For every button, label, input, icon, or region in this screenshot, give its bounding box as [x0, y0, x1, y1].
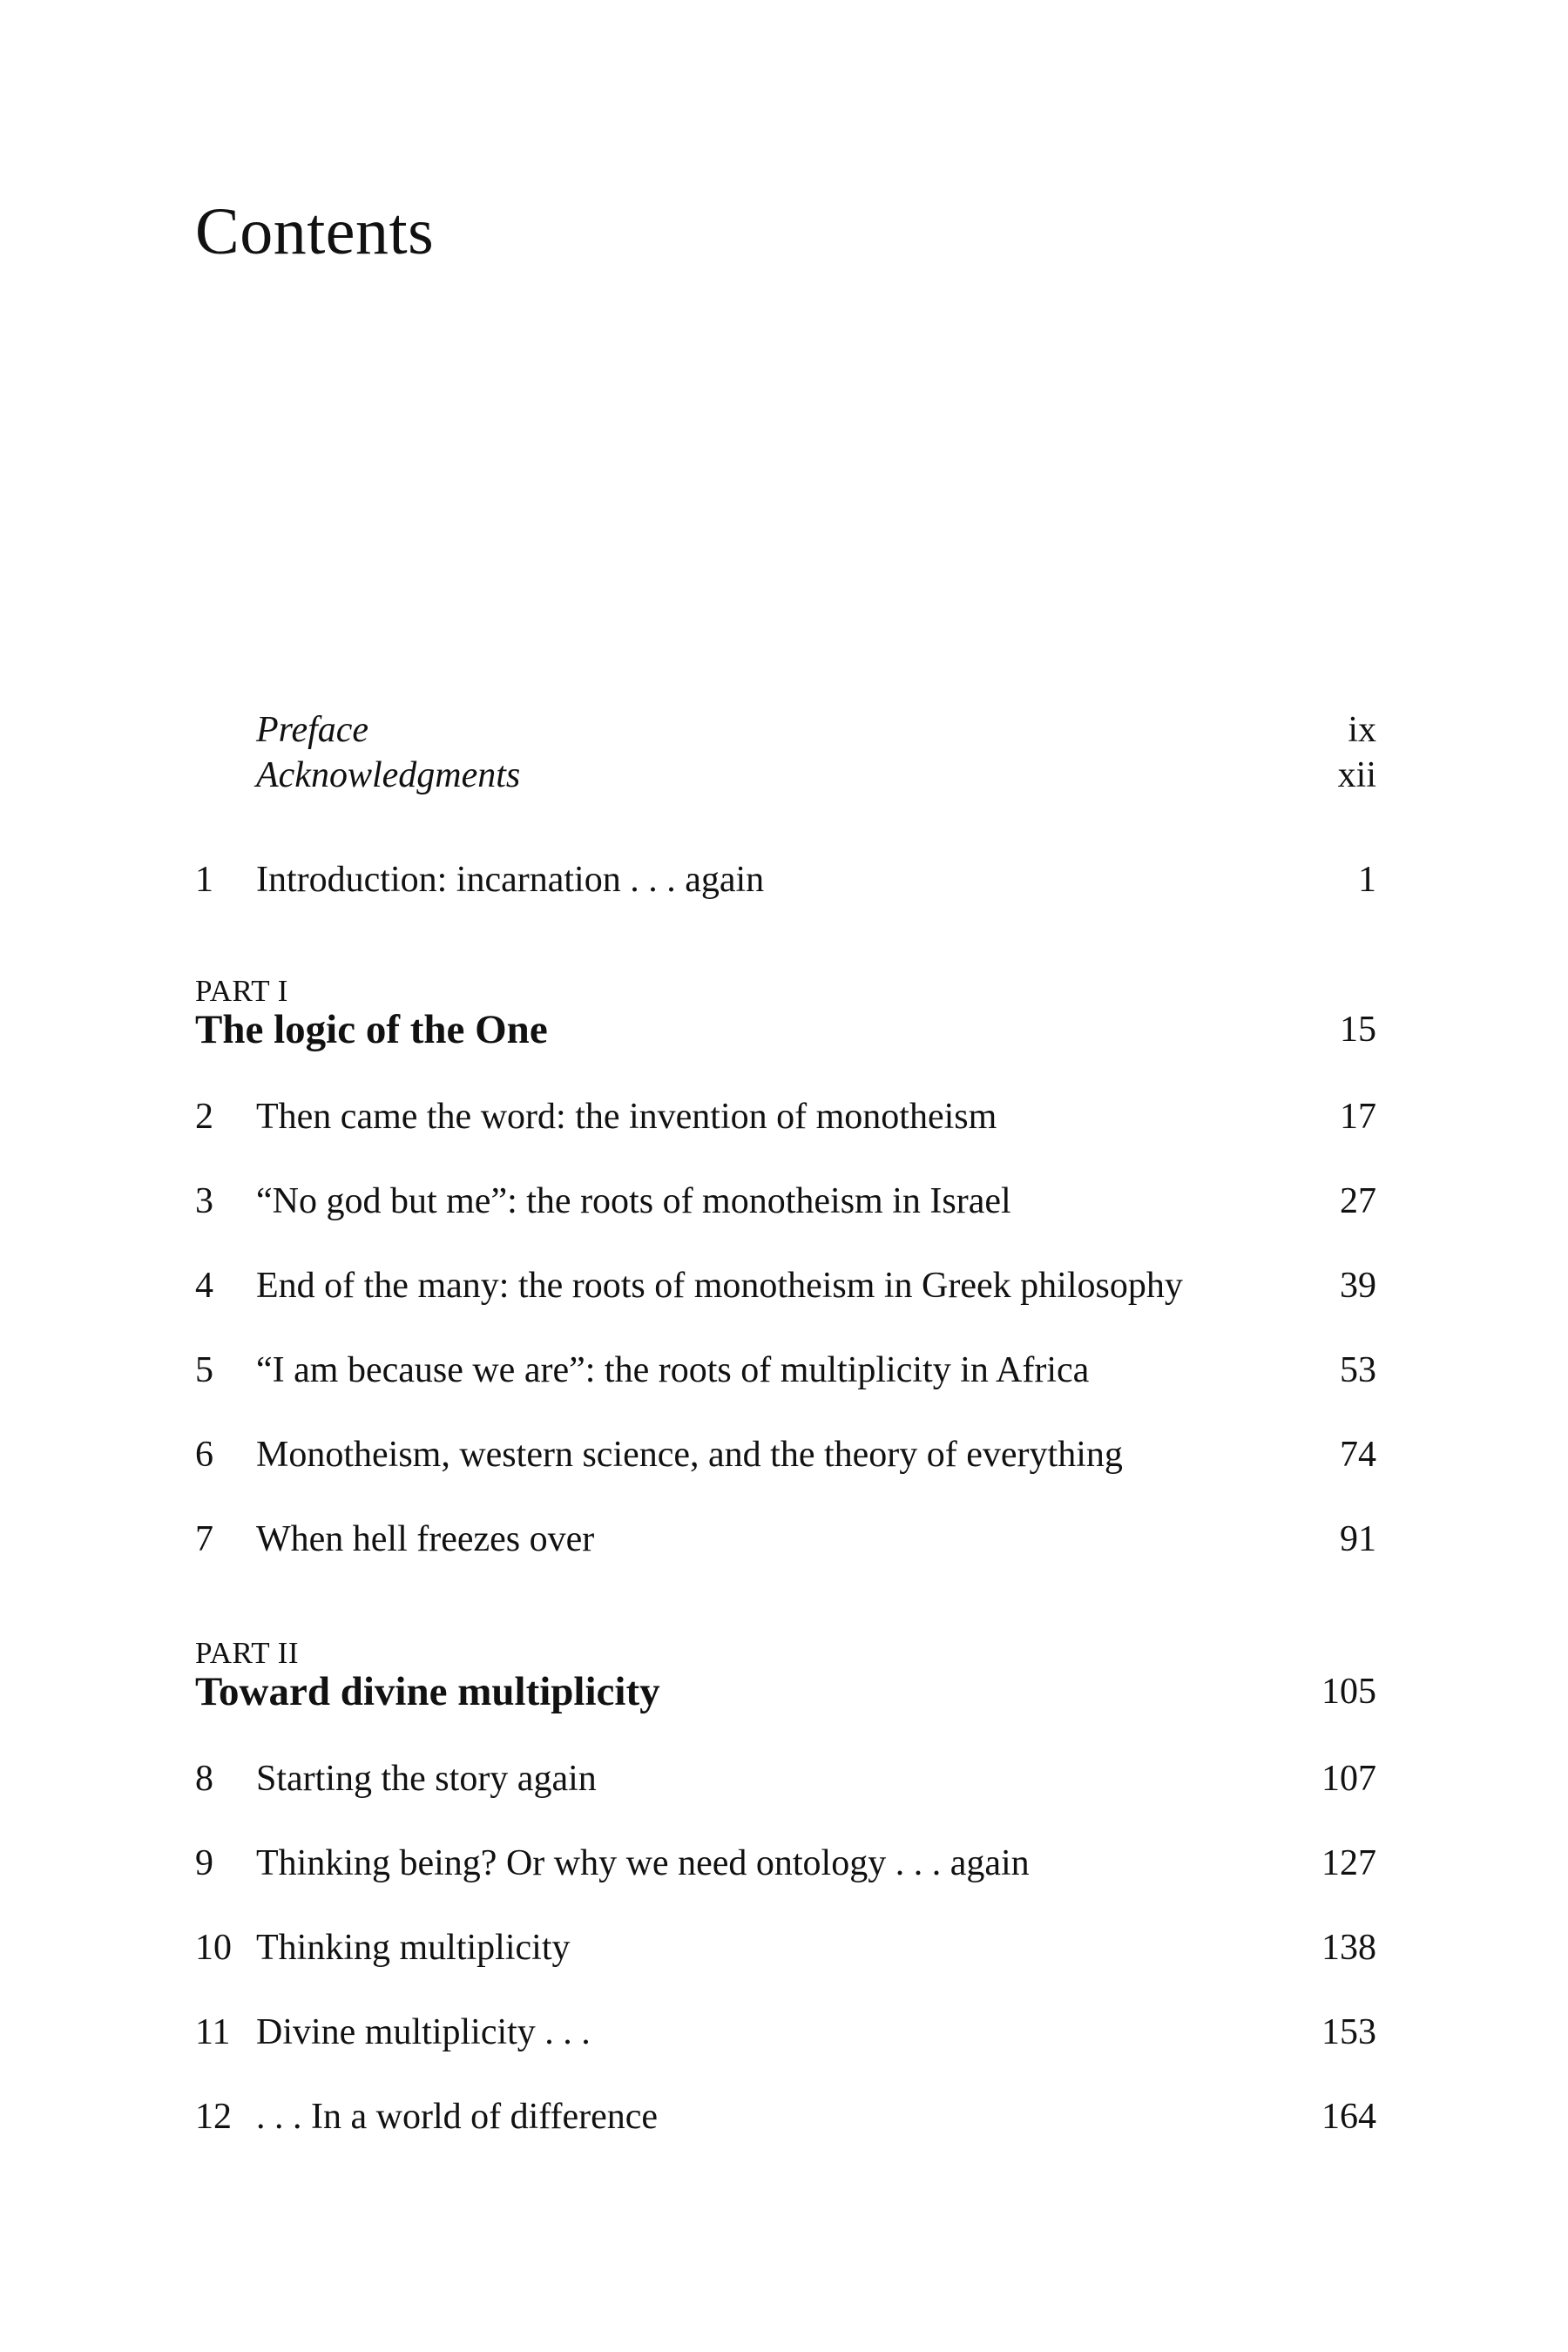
toc-entry-page: 91 [1340, 1519, 1376, 1559]
toc-entry-number: 8 [195, 1759, 213, 1799]
part-title: The logic of the One [195, 1007, 548, 1052]
toc-entry-page: 164 [1321, 2097, 1376, 2137]
toc-entry-chapter-7[interactable] [195, 1511, 1376, 1567]
toc-entry-chapter-9[interactable] [195, 1835, 1376, 1891]
toc-entry-number: 10 [195, 1928, 232, 1968]
toc-entry-chapter-12[interactable] [195, 2089, 1376, 2145]
toc-entry-page: 17 [1340, 1097, 1376, 1137]
toc-entry-title: Thinking multiplicity [256, 1928, 571, 1968]
toc-entry-page: 53 [1340, 1350, 1376, 1390]
toc-entry-title: Acknowledgments [256, 755, 521, 795]
toc-entry-number: 9 [195, 1843, 213, 1883]
toc-entry-title: Thinking being? Or why we need ontology . . . again [256, 1843, 1030, 1883]
page-title: Contents [195, 195, 435, 268]
toc-entry-page: 74 [1340, 1435, 1376, 1475]
toc-entry-page: 27 [1340, 1181, 1376, 1221]
toc-entry-number: 1 [195, 860, 213, 900]
toc-entry-title: Divine multiplicity . . . [256, 2012, 591, 2052]
toc-entry-title: “I am because we are”: the roots of multiplicity in Africa [256, 1350, 1090, 1390]
toc-entry-chapter-5[interactable] [195, 1342, 1376, 1398]
toc-entry-chapter-11[interactable] [195, 2004, 1376, 2060]
toc-entry-number: 12 [195, 2097, 232, 2137]
toc-entry-number: 11 [195, 2012, 231, 2052]
toc-entry-page: 15 [1340, 1010, 1376, 1050]
toc-entry-number: 5 [195, 1350, 213, 1390]
toc-entry-chapter-1[interactable] [195, 852, 1376, 908]
toc-entry-title: Starting the story again [256, 1759, 597, 1799]
toc-entry-chapter-6[interactable] [195, 1427, 1376, 1483]
toc-entry-chapter-2[interactable] [195, 1089, 1376, 1145]
toc-entry-title: Preface [256, 710, 369, 750]
toc-entry-page: 153 [1321, 2012, 1376, 2052]
toc-entry-chapter-4[interactable] [195, 1258, 1376, 1314]
part-heading-1[interactable] [195, 1002, 1376, 1058]
toc-entry-acknowledgments[interactable] [195, 747, 1376, 803]
toc-entry-page: 138 [1321, 1928, 1376, 1968]
toc-entry-page: 1 [1358, 860, 1376, 900]
toc-entry-title: End of the many: the roots of monotheism in Greek philosophy [256, 1266, 1183, 1306]
toc-entry-chapter-8[interactable] [195, 1751, 1376, 1807]
toc-entry-page: xii [1337, 755, 1376, 795]
toc-entry-title: “No god but me”: the roots of monotheism in Israel [256, 1181, 1011, 1221]
part-label: PART I [195, 974, 288, 1008]
toc-entry-number: 2 [195, 1097, 213, 1137]
toc-entry-chapter-3[interactable] [195, 1173, 1376, 1229]
toc-entry-page: 127 [1321, 1843, 1376, 1883]
toc-entry-page: ix [1348, 710, 1376, 750]
toc-entry-number: 6 [195, 1435, 213, 1475]
part-title: Toward divine multiplicity [195, 1669, 660, 1714]
toc-entry-title: When hell freezes over [256, 1519, 595, 1559]
toc-entry-number: 4 [195, 1266, 213, 1306]
toc-entry-title: Monotheism, western science, and the theory of everything [256, 1435, 1123, 1475]
toc-entry-title: Introduction: incarnation . . . again [256, 860, 765, 900]
part-label: PART II [195, 1636, 300, 1670]
toc-entry-title: Then came the word: the invention of monotheism [256, 1097, 997, 1137]
toc-entry-page: 107 [1321, 1759, 1376, 1799]
toc-entry-page: 39 [1340, 1266, 1376, 1306]
toc-entry-number: 3 [195, 1181, 213, 1221]
toc-entry-title: . . . In a world of difference [256, 2097, 659, 2137]
part-heading-2[interactable] [195, 1664, 1376, 1720]
toc-entry-number: 7 [195, 1519, 213, 1559]
toc-entry-chapter-10[interactable] [195, 1920, 1376, 1976]
toc-entry-page: 105 [1321, 1672, 1376, 1712]
